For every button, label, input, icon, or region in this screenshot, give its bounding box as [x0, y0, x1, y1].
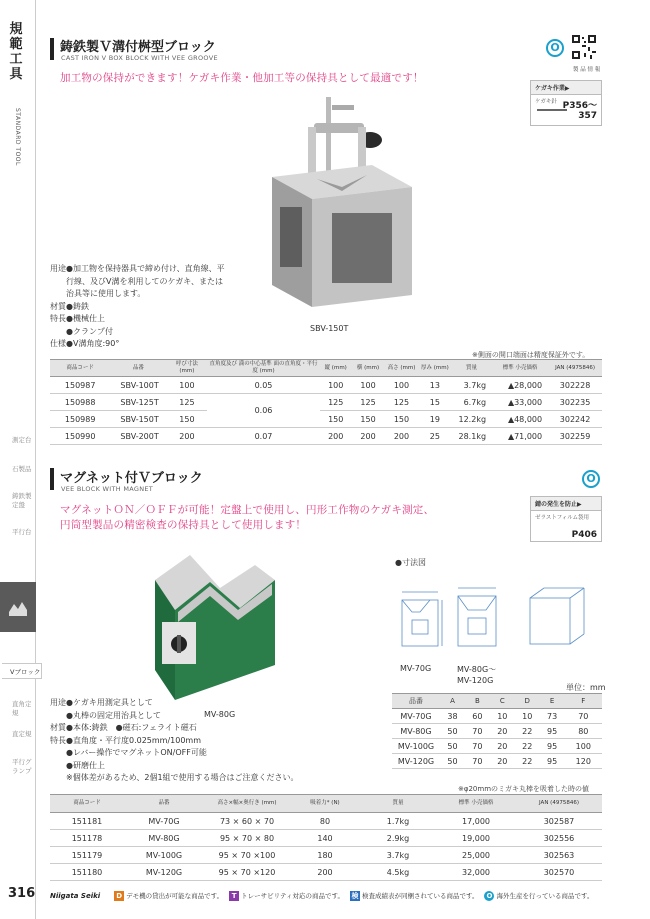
cell: 200: [320, 428, 352, 445]
cell-jan: 302556: [516, 830, 602, 847]
sidebar-item-square[interactable]: 直角定規: [12, 700, 32, 717]
section1-title: 鋳鉄製Ｖ溝付桝型ブロック: [60, 40, 216, 55]
table-row: [50, 864, 602, 881]
cell-code: 150988: [50, 394, 110, 411]
cell-mass: 3.7kg: [360, 847, 436, 864]
brand-logo: Niigata Seiki: [50, 892, 101, 900]
cell-jan: 302570: [516, 864, 602, 881]
cell: 70: [565, 709, 602, 724]
cell-model: SBV-125T: [110, 394, 166, 411]
cell: 70: [465, 739, 490, 754]
col-header: 質量: [451, 360, 492, 377]
cell: 200: [352, 428, 384, 445]
dim-caption-group: [457, 664, 496, 686]
cell: 73: [540, 709, 565, 724]
reference-box-header: ケガキ作業▶: [531, 81, 601, 95]
overseas-badge-icon: O: [582, 470, 600, 488]
dimension-heading: ●寸法図: [395, 558, 426, 567]
col-header: E: [540, 694, 565, 709]
cell: 38: [440, 709, 465, 724]
table-header-row: [392, 694, 602, 709]
reference-box-header: 錆の発生を防止▶: [531, 497, 601, 511]
section1-subtitle: CAST IRON V BOX BLOCK WITH VEE GROOVE: [61, 54, 218, 62]
cell: 25: [419, 428, 451, 445]
cell-jan: 302587: [516, 813, 602, 830]
legend-text: 海外生産を行っている商品です。: [496, 892, 594, 900]
cell-squareness: 0.06: [207, 394, 319, 428]
cell-size: 150: [166, 411, 207, 428]
cell: 19: [419, 411, 451, 428]
cell-dimensions: 95 × 70 × 80: [204, 830, 290, 847]
spec-line: 治具等に使用します。: [50, 289, 146, 298]
sidebar-subtitle: STANDARD TOOL: [14, 108, 21, 166]
spec-line: ※個体差があるため、2個1組で使用する場合はご注意ください。: [50, 773, 299, 782]
section2-spec: [50, 697, 390, 785]
sidebar-item-parallel[interactable]: 平行台: [12, 528, 32, 536]
cell-price: ▲48,000: [492, 411, 548, 428]
cell: MV-120G: [392, 754, 440, 769]
cell-mass: 6.7kg: [451, 394, 492, 411]
cell: 125: [320, 394, 352, 411]
cell-squareness: 0.05: [207, 377, 319, 394]
section1-table-note: ※側面の開口端面は精度保証外です。: [472, 351, 590, 359]
lead-line: 円筒型製品の精密検査の保持具として使用します！: [60, 519, 307, 531]
spec-line: 材質●本体:鋳鉄 ●磁石:フェライト磁石: [50, 723, 197, 732]
section-bar: [50, 38, 54, 60]
dimension-table: [392, 693, 602, 769]
cell-model: MV-100G: [124, 847, 204, 864]
legend-text: トレーサビリティ対応の商品です。: [241, 892, 344, 900]
col-header: 横 (mm): [352, 360, 384, 377]
cell-code: 150989: [50, 411, 110, 428]
cell: 20: [490, 739, 515, 754]
spec-line: 用途●加工物を保持器具で締め付け、直角線、平: [50, 264, 225, 273]
cell-size: 200: [166, 428, 207, 445]
col-header: A: [440, 694, 465, 709]
v-block-icon: [0, 582, 36, 632]
cell-model: MV-70G: [124, 813, 204, 830]
cell-price: ▲71,000: [492, 428, 548, 445]
sidebar-item-surface-table[interactable]: 測定台: [12, 436, 32, 444]
cell: 70: [465, 724, 490, 739]
section2-subtitle: VEE BLOCK WITH MAGNET: [61, 485, 154, 493]
sidebar-title-char: 工: [9, 52, 23, 67]
col-header: 標準 小売価格: [492, 360, 548, 377]
photo1-caption: SBV-150T: [310, 324, 349, 333]
magnetic-v-block-photo: [150, 540, 280, 710]
col-header: B: [465, 694, 490, 709]
sidebar-item-stone[interactable]: 石製品: [12, 465, 32, 473]
cell: 50: [440, 739, 465, 754]
col-header: 厚み (mm): [419, 360, 451, 377]
sidebar-item-cast-iron[interactable]: 鋳鉄製定盤: [12, 492, 32, 509]
spec-line: ●丸棒の固定用治具として: [50, 710, 161, 720]
cell-price: 19,000: [436, 830, 516, 847]
spec-line: ●研磨仕上: [50, 760, 105, 770]
dimension-drawing: [394, 578, 606, 658]
section-bar: [50, 468, 54, 490]
col-header: 高さ (mm): [384, 360, 419, 377]
cell: 150: [320, 411, 352, 428]
cell: MV-100G: [392, 739, 440, 754]
table-row: [392, 709, 602, 724]
col-header: 品番: [392, 694, 440, 709]
inspection-badge-icon: 検: [351, 892, 359, 900]
overseas-badge-icon: O: [546, 39, 564, 57]
cell-model: MV-120G: [124, 864, 204, 881]
cell: 100: [384, 377, 419, 394]
col-header: 直角度及び 満の中心基準 面の直角度・平行度 (mm): [207, 360, 319, 377]
col-header: 縦 (mm): [320, 360, 352, 377]
spec-line: ●レバー操作でマグネットON/OFF可能: [50, 748, 207, 757]
cell-force: 180: [290, 847, 360, 864]
cell: 13: [419, 377, 451, 394]
cell-mass: 1.7kg: [360, 813, 436, 830]
table-row: [50, 394, 602, 411]
cell: 150: [384, 411, 419, 428]
sidebar-item-v-block-active[interactable]: Vブロック: [2, 663, 42, 679]
cell-mass: 4.5kg: [360, 864, 436, 881]
section2-lead: [60, 503, 434, 533]
legend-item: [114, 891, 223, 901]
qr-code-icon[interactable]: [572, 35, 596, 59]
col-header: 商品コード: [50, 360, 110, 377]
col-header: 商品コード: [50, 795, 124, 813]
cell: 150: [352, 411, 384, 428]
cell: MV-80G: [392, 724, 440, 739]
spec-line: 用途●ケガキ用測定具として: [50, 698, 153, 707]
sidebar-title: [8, 22, 24, 82]
cell-price: 25,000: [436, 847, 516, 864]
spec-line: 特長●直角度・平行度0.025mm/100mm: [50, 735, 202, 745]
cell-force: 200: [290, 864, 360, 881]
cell-code: 151178: [50, 830, 124, 847]
cell: 95: [540, 724, 565, 739]
spec-line: 特長●機械仕上: [50, 314, 105, 323]
col-header: 品番: [110, 360, 166, 377]
cell-dimensions: 95 × 70 ×120: [204, 864, 290, 881]
table-row: [392, 754, 602, 769]
reference-box-page: P406: [571, 530, 597, 540]
section1-product-table: [50, 359, 602, 445]
cell-dimensions: 95 × 70 ×100: [204, 847, 290, 864]
cell-mass: 12.2kg: [451, 411, 492, 428]
overseas-badge-icon: O: [484, 891, 494, 901]
legend-item: [229, 891, 344, 901]
page-number: 316: [8, 886, 36, 901]
table-row: [50, 411, 602, 428]
spec-line: 行線、及びV溝を利用してのケガキ、または: [50, 276, 223, 286]
sidebar-item-parallel-clamp[interactable]: 平行グランプ: [12, 758, 32, 775]
lead-line: マグネットＯＮ／ＯＦＦが可能！定盤上で使用し、円形工作物のケガキ測定、: [60, 504, 435, 516]
cell: 70: [465, 754, 490, 769]
table-row: [392, 739, 602, 754]
cell: 20: [490, 754, 515, 769]
sidebar-category-icon-block: [0, 582, 36, 632]
cell: 120: [565, 754, 602, 769]
col-header: JAN (4975846): [548, 360, 602, 377]
table-row: [392, 724, 602, 739]
unit-label: 単位：mm: [566, 683, 606, 692]
section2-title: マグネット付Ｖブロック: [60, 471, 203, 486]
cell: 100: [320, 377, 352, 394]
cell-model: SBV-150T: [110, 411, 166, 428]
cell: 10: [515, 709, 540, 724]
col-header: 質量: [360, 795, 436, 813]
cell: 22: [515, 754, 540, 769]
col-header: 標準 小売価格: [436, 795, 516, 813]
cell: 95: [540, 739, 565, 754]
section2-table-note: ※φ20mmのミガキ丸棒を吸着した時の値: [458, 785, 590, 793]
table-row: [50, 847, 602, 864]
legend-item: [484, 891, 593, 901]
table-row: [50, 813, 602, 830]
reference-box-page: P356～357: [562, 101, 597, 121]
sidebar-item-straight-edge[interactable]: 直定規: [12, 730, 32, 738]
cell-model: MV-80G: [124, 830, 204, 847]
cell-code: 150987: [50, 377, 110, 394]
cell: 100: [352, 377, 384, 394]
cell-code: 151180: [50, 864, 124, 881]
sidebar-title-char: 範: [9, 37, 23, 52]
col-header: 品番: [124, 795, 204, 813]
cell: 50: [440, 724, 465, 739]
cell-price: ▲28,000: [492, 377, 548, 394]
cell: MV-70G: [392, 709, 440, 724]
cell-model: SBV-100T: [110, 377, 166, 394]
sidebar-title-char: 具: [9, 67, 23, 82]
spec-line: 仕様●V溝角度:90°: [50, 339, 120, 348]
cell: 200: [384, 428, 419, 445]
table-header-row: [50, 360, 602, 377]
cell: 125: [384, 394, 419, 411]
cell-force: 140: [290, 830, 360, 847]
reference-box-marking[interactable]: [530, 80, 602, 126]
col-header: 呼び寸法 (mm): [166, 360, 207, 377]
cell-jan: 302259: [548, 428, 602, 445]
col-header: D: [515, 694, 540, 709]
demo-badge-icon: D: [114, 891, 124, 901]
cell-jan: 302242: [548, 411, 602, 428]
cell: 20: [490, 724, 515, 739]
cell: 50: [440, 754, 465, 769]
cell-mass: 2.9kg: [360, 830, 436, 847]
cell: 95: [540, 754, 565, 769]
cell: 100: [565, 739, 602, 754]
section1-spec: [50, 263, 290, 351]
cell: 80: [565, 724, 602, 739]
col-header: C: [490, 694, 515, 709]
cell: 22: [515, 724, 540, 739]
qr-label: 製 品 情 報: [573, 67, 601, 73]
cell: 125: [352, 394, 384, 411]
legend-text: 検査成績表が同梱されている商品です。: [361, 892, 479, 900]
cell-code: 151181: [50, 813, 124, 830]
cell-jan: 302235: [548, 394, 602, 411]
cell-jan: 302563: [516, 847, 602, 864]
table-header-row: [50, 795, 602, 813]
reference-box-rust[interactable]: [530, 496, 602, 542]
section2-product-table: [50, 794, 602, 881]
cell-dimensions: 73 × 60 × 70: [204, 813, 290, 830]
col-header: JAN (4975846): [516, 795, 602, 813]
reference-box-item: ゼラストフィルム袋用: [535, 515, 590, 521]
table-row: [50, 830, 602, 847]
traceability-badge-icon: T: [229, 891, 239, 901]
table-row: [50, 428, 602, 445]
cell-code: 151179: [50, 847, 124, 864]
photo2-caption: MV-80G: [204, 710, 236, 719]
cell-squareness: 0.07: [207, 428, 319, 445]
dim-caption: MV-70G: [400, 664, 432, 673]
legend-item: [350, 891, 478, 901]
col-header: 高さ×幅×奥行き (mm): [204, 795, 290, 813]
cell-jan: 302228: [548, 377, 602, 394]
reference-box-item: ケガキ針: [535, 99, 557, 105]
col-header: 吸着力* (N): [290, 795, 360, 813]
cell-force: 80: [290, 813, 360, 830]
cell-mass: 28.1kg: [451, 428, 492, 445]
dim-caption: MV-80G～: [457, 665, 497, 674]
cell-size: 100: [166, 377, 207, 394]
cell-price: 17,000: [436, 813, 516, 830]
dim-caption: MV-120G: [457, 676, 494, 685]
table-row: [50, 377, 602, 394]
cell: 10: [490, 709, 515, 724]
section1-lead: 加工物の保持ができます！ケガキ作業・他加工等の保持具として最適です！: [60, 72, 424, 84]
legend-text: デモ機の貸出が可能な商品です。: [126, 892, 224, 900]
spec-line: ●クランプ付: [50, 326, 113, 336]
cell-model: SBV-200T: [110, 428, 166, 445]
cell-price: 32,000: [436, 864, 516, 881]
spec-line: 材質●鋳鉄: [50, 301, 89, 311]
cell-code: 150990: [50, 428, 110, 445]
cell-size: 125: [166, 394, 207, 411]
cell-mass: 3.7kg: [451, 377, 492, 394]
footer-legend: [50, 888, 642, 904]
col-header: F: [565, 694, 602, 709]
cell-price: ▲33,000: [492, 394, 548, 411]
cell: 60: [465, 709, 490, 724]
sidebar-title-char: 規: [9, 22, 23, 37]
cell: 15: [419, 394, 451, 411]
cell: 22: [515, 739, 540, 754]
